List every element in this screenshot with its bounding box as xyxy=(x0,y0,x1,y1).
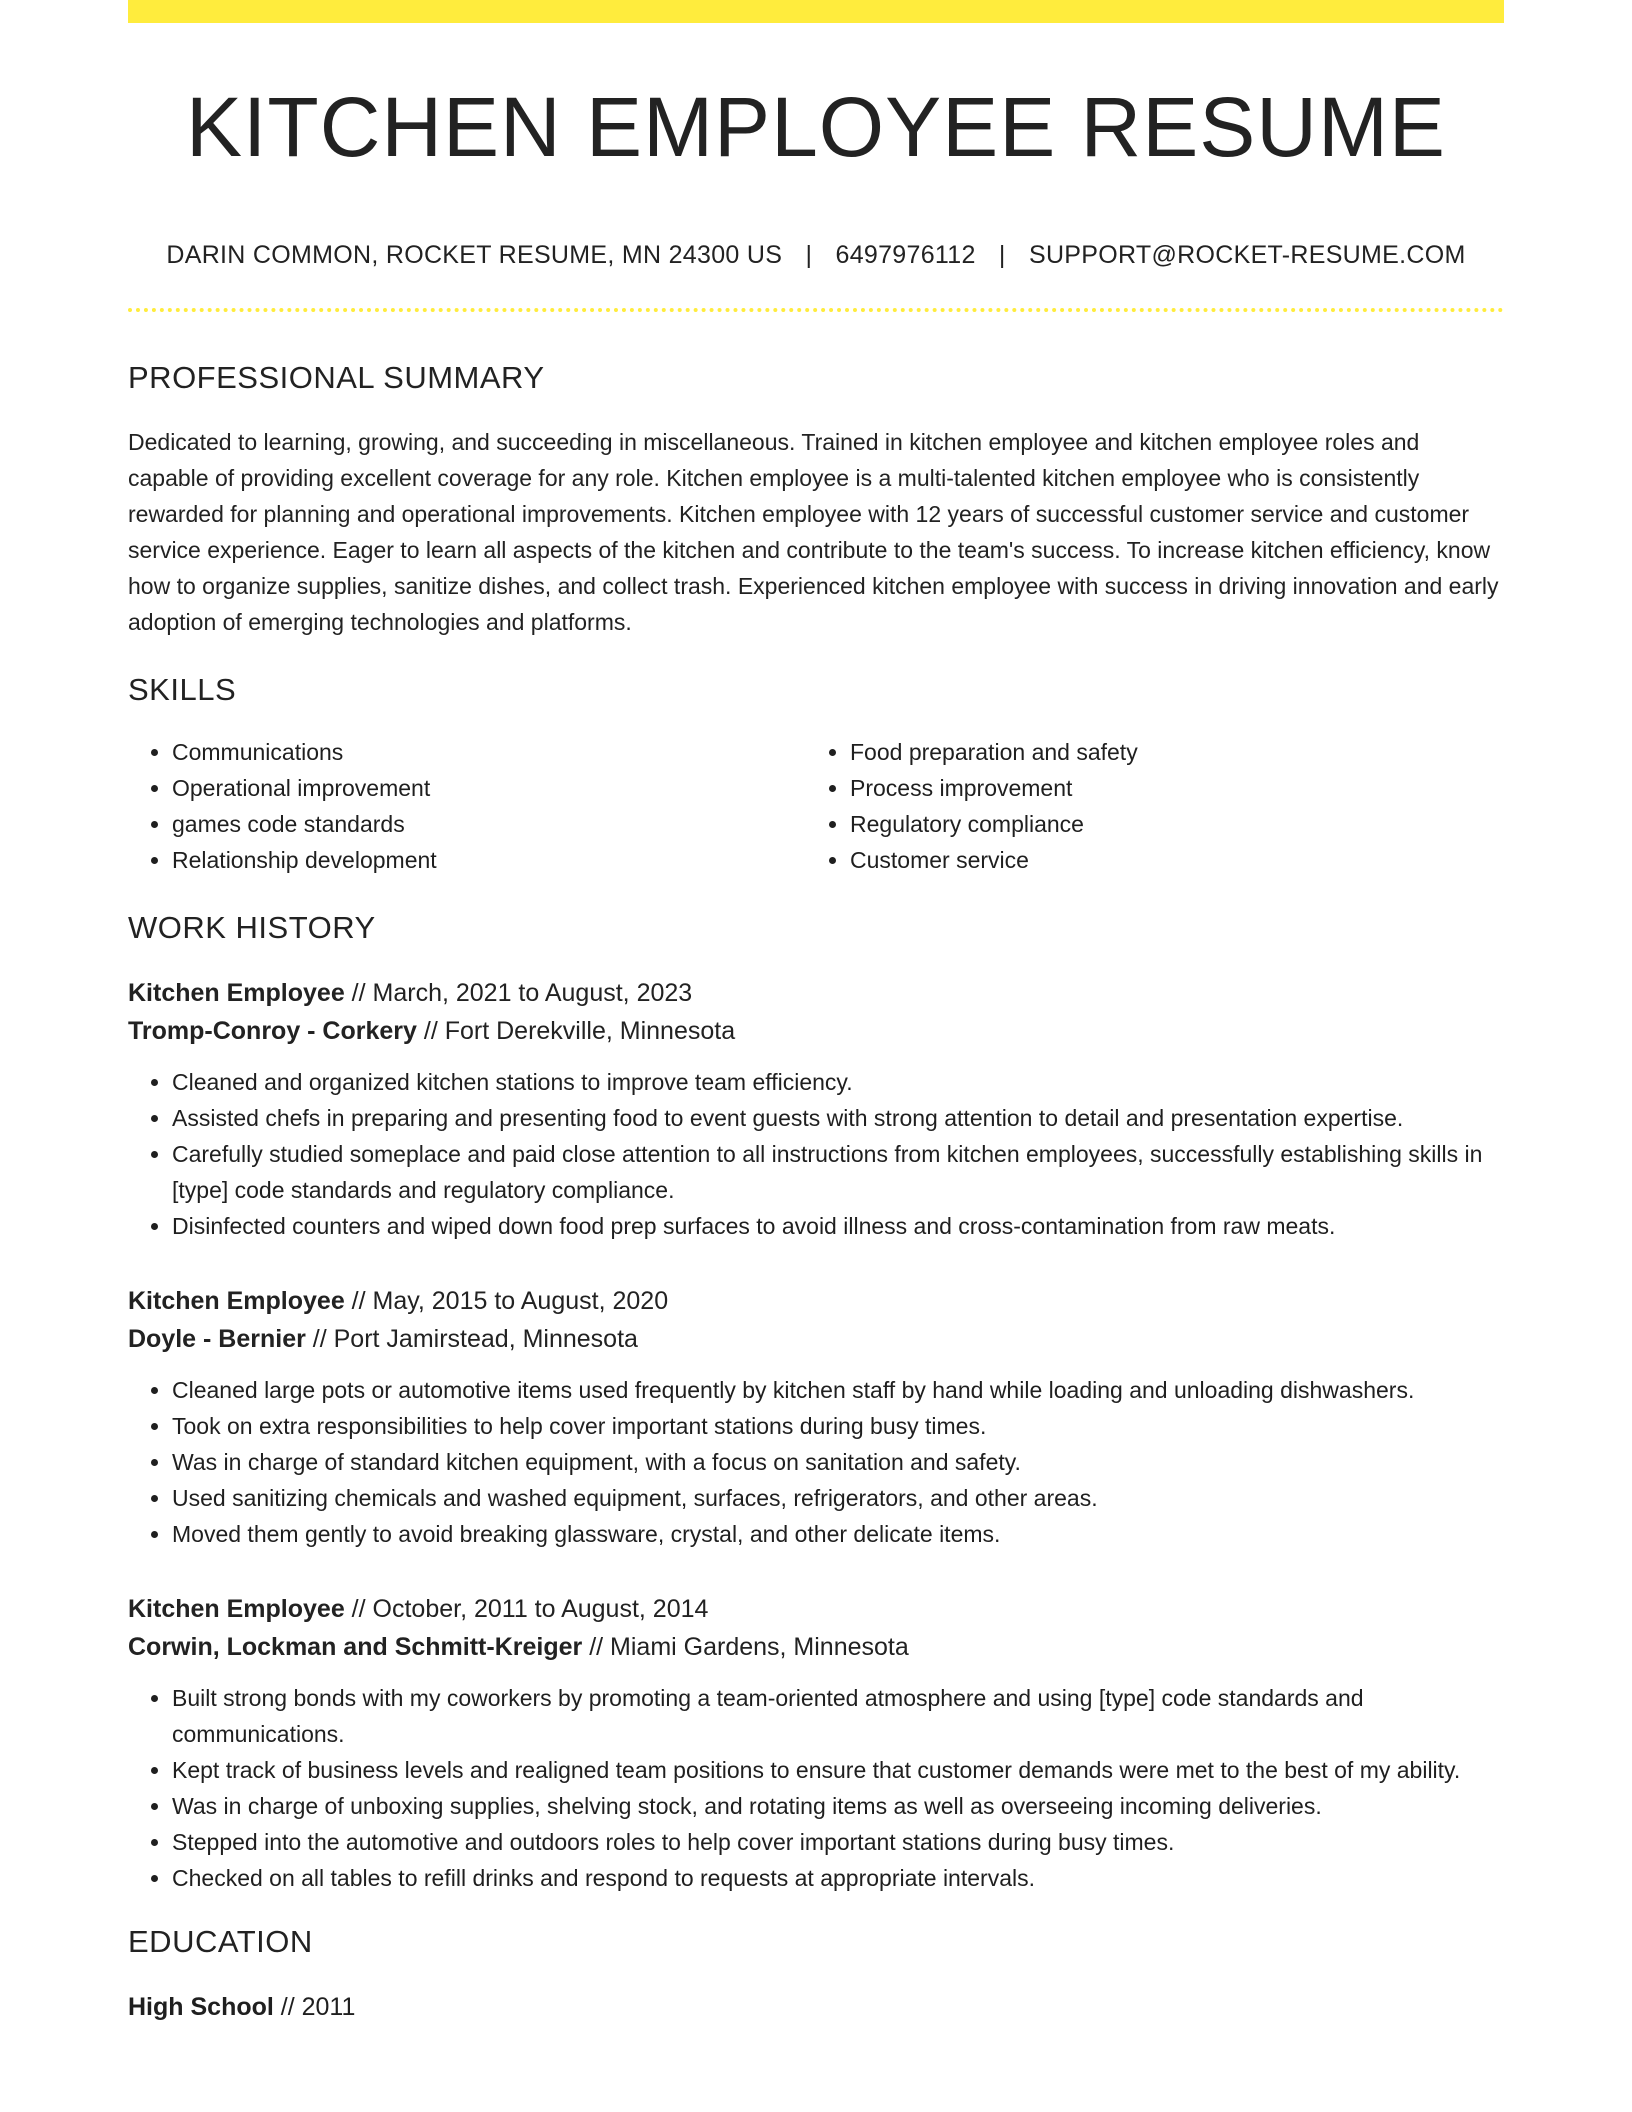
contact-phone: 6497976112 xyxy=(835,241,976,269)
job-bullet: • Built strong bonds with my coworkers by promoting a team-oriented atmosphere and using [type] code standards and communications. xyxy=(172,1680,1504,1752)
skills-list xyxy=(128,734,1504,878)
job-bullets xyxy=(128,1680,1504,1896)
job-title-line xyxy=(128,974,1504,1012)
job-bullet: • Stepped into the automotive and outdoors roles to help cover important stations during busy times. xyxy=(172,1824,1504,1860)
contact-address: DARIN COMMON, ROCKET RESUME, MN 24300 US xyxy=(166,241,783,269)
job-company: Tromp-Conroy - Corkery xyxy=(128,1017,417,1045)
job-dates: // May, 2015 to August, 2020 xyxy=(344,1287,669,1315)
summary-heading: PROFESSIONAL SUMMARY xyxy=(128,360,545,395)
job-company: Corwin, Lockman and Schmitt-Kreiger xyxy=(128,1633,583,1661)
job-title: Kitchen Employee xyxy=(128,1595,345,1623)
job-title-line xyxy=(128,1590,1504,1628)
job-company-line xyxy=(128,1012,1504,1050)
dotted-divider xyxy=(128,308,1504,312)
job-bullet: • Carefully studied someplace and paid close attention to all instructions from kitchen employees, successfully establishing skills in [type] code standards and regulatory compliance. xyxy=(172,1136,1504,1208)
skill-item: • Communications xyxy=(172,734,806,770)
summary-text: Dedicated to learning, growing, and succeeding in miscellaneous. Trained in kitchen employee and kitchen employee roles and capable of providing excellent coverage for any role. Kitchen employee is a multi-talented kitchen employee who is consistently rewarded for planning and operational improvements. Kitchen employee with 12 years of successful customer service and customer service experience. Eager to learn all aspects of the kitchen and contribute to the team's success. To increase kitchen efficiency, know how to organize supplies, sanitize dishes, and collect trash. Experienced kitchen employee with success in driving innovation and early adoption of emerging technologies and platforms. xyxy=(128,429,1499,635)
job-bullet: • Disinfected counters and wiped down food prep surfaces to avoid illness and cross-contamination from raw meats. xyxy=(172,1208,1504,1244)
contact-line xyxy=(128,241,1504,270)
job-location: // Miami Gardens, Minnesota xyxy=(582,1633,909,1661)
job-dates: // March, 2021 to August, 2023 xyxy=(344,979,693,1007)
skill-item: • Food preparation and safety xyxy=(850,734,1484,770)
skill-item: • games code standards xyxy=(172,806,806,842)
skill-item: • Regulatory compliance xyxy=(850,806,1484,842)
job-title: Kitchen Employee xyxy=(128,979,345,1007)
work-history-heading: WORK HISTORY xyxy=(128,910,376,945)
job-location: // Fort Derekville, Minnesota xyxy=(416,1017,736,1045)
job-bullet: • Took on extra responsibilities to help cover important stations during busy times. xyxy=(172,1408,1504,1444)
job-location: // Port Jamirstead, Minnesota xyxy=(305,1325,638,1353)
job-company: Doyle - Bernier xyxy=(128,1325,306,1353)
job-bullet: • Moved them gently to avoid breaking glassware, crystal, and other delicate items. xyxy=(172,1516,1504,1552)
job-bullet: • Assisted chefs in preparing and presenting food to event guests with strong attention to detail and presentation expertise. xyxy=(172,1100,1504,1136)
job-company-line xyxy=(128,1320,1504,1358)
job-bullet: • Used sanitizing chemicals and washed equipment, surfaces, refrigerators, and other areas. xyxy=(172,1480,1504,1516)
skills-heading: SKILLS xyxy=(128,672,237,707)
education-heading: EDUCATION xyxy=(128,1924,313,1959)
job-title: Kitchen Employee xyxy=(128,1287,345,1315)
job-bullet: • Cleaned large pots or automotive items used frequently by kitchen staff by hand while loading and unloading dishwashers. xyxy=(172,1372,1504,1408)
job-bullet: • Cleaned and organized kitchen stations to improve team efficiency. xyxy=(172,1064,1504,1100)
job-company-line xyxy=(128,1628,1504,1666)
skill-item: • Operational improvement xyxy=(172,770,806,806)
job-bullet: • Was in charge of unboxing supplies, shelving stock, and rotating items as well as overseeing incoming deliveries. xyxy=(172,1788,1504,1824)
job-bullet: • Kept track of business levels and realigned team positions to ensure that customer demands were met to the best of my ability. xyxy=(172,1752,1504,1788)
job-dates: // October, 2011 to August, 2014 xyxy=(344,1595,709,1623)
job-bullets xyxy=(128,1064,1504,1244)
job-entry xyxy=(128,1590,1504,1896)
resume-page xyxy=(128,0,1504,2026)
job-entry xyxy=(128,974,1504,1244)
skills-column-left xyxy=(128,734,806,878)
job-bullets xyxy=(128,1372,1504,1552)
accent-bar xyxy=(128,0,1504,23)
education-entry xyxy=(128,1988,1504,2026)
skill-item: • Relationship development xyxy=(172,842,806,878)
job-entry xyxy=(128,1282,1504,1552)
job-bullet: • Was in charge of standard kitchen equipment, with a focus on sanitation and safety. xyxy=(172,1444,1504,1480)
contact-separator: | xyxy=(805,241,813,269)
education-year: // 2011 xyxy=(273,1993,356,2021)
job-title-line xyxy=(128,1282,1504,1320)
job-bullet: • Checked on all tables to refill drinks and respond to requests at appropriate intervals. xyxy=(172,1860,1504,1896)
resume-title: KITCHEN EMPLOYEE RESUME xyxy=(186,80,1446,174)
education-degree: High School xyxy=(128,1993,274,2021)
skills-column-right xyxy=(806,734,1484,878)
skill-item: • Customer service xyxy=(850,842,1484,878)
contact-separator: | xyxy=(998,241,1006,269)
skill-item: • Process improvement xyxy=(850,770,1484,806)
contact-email: SUPPORT@ROCKET-RESUME.COM xyxy=(1028,241,1466,269)
